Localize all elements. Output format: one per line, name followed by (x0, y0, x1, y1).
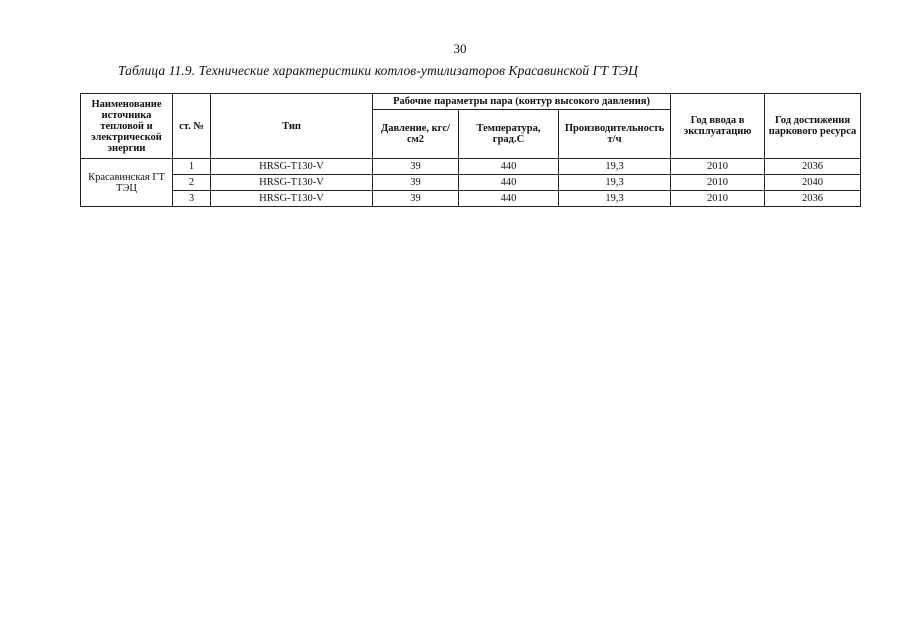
table-row (81, 175, 861, 191)
header-station-no: ст. № (173, 94, 211, 159)
cell-capacity: 19,3 (559, 175, 671, 191)
cell-station-no: 1 (173, 159, 211, 175)
source-name-cell: Красавинская ГТ ТЭЦ (81, 159, 173, 207)
cell-type: HRSG-T130-V (211, 159, 373, 175)
header-source: Наименование источника тепловой и электрической энергии (81, 94, 173, 159)
cell-capacity: 19,3 (559, 159, 671, 175)
cell-pressure: 39 (373, 159, 459, 175)
header-temperature: Температура, град.С (459, 110, 559, 159)
cell-year-commission: 2010 (671, 191, 765, 207)
page-number: 30 (453, 41, 467, 56)
cell-year-park: 2040 (765, 175, 861, 191)
cell-year-commission: 2010 (671, 175, 765, 191)
cell-year-park: 2036 (765, 191, 861, 207)
table-row (81, 191, 861, 207)
boiler-spec-table (80, 93, 861, 207)
header-capacity: Производительность т/ч (559, 110, 671, 159)
table-row (81, 159, 861, 175)
cell-type: HRSG-T130-V (211, 191, 373, 207)
cell-pressure: 39 (373, 175, 459, 191)
table-caption: Таблица 11.9. Технические характеристики котлов-утилизаторов Красавинской ГТ ТЭЦ (118, 63, 638, 78)
cell-year-park: 2036 (765, 159, 861, 175)
cell-type: HRSG-T130-V (211, 175, 373, 191)
header-year-park-resource: Год достижения паркового ресурса (765, 94, 861, 159)
header-steam-params: Рабочие параметры пара (контур высокого давления) (373, 94, 671, 110)
cell-temperature: 440 (459, 175, 559, 191)
header-year-commission: Год ввода в эксплуатацию (671, 94, 765, 159)
header-type: Тип (211, 94, 373, 159)
cell-pressure: 39 (373, 191, 459, 207)
cell-station-no: 2 (173, 175, 211, 191)
cell-year-commission: 2010 (671, 159, 765, 175)
cell-capacity: 19,3 (559, 191, 671, 207)
header-pressure: Давление, кгс/см2 (373, 110, 459, 159)
cell-temperature: 440 (459, 191, 559, 207)
cell-temperature: 440 (459, 159, 559, 175)
cell-station-no: 3 (173, 191, 211, 207)
